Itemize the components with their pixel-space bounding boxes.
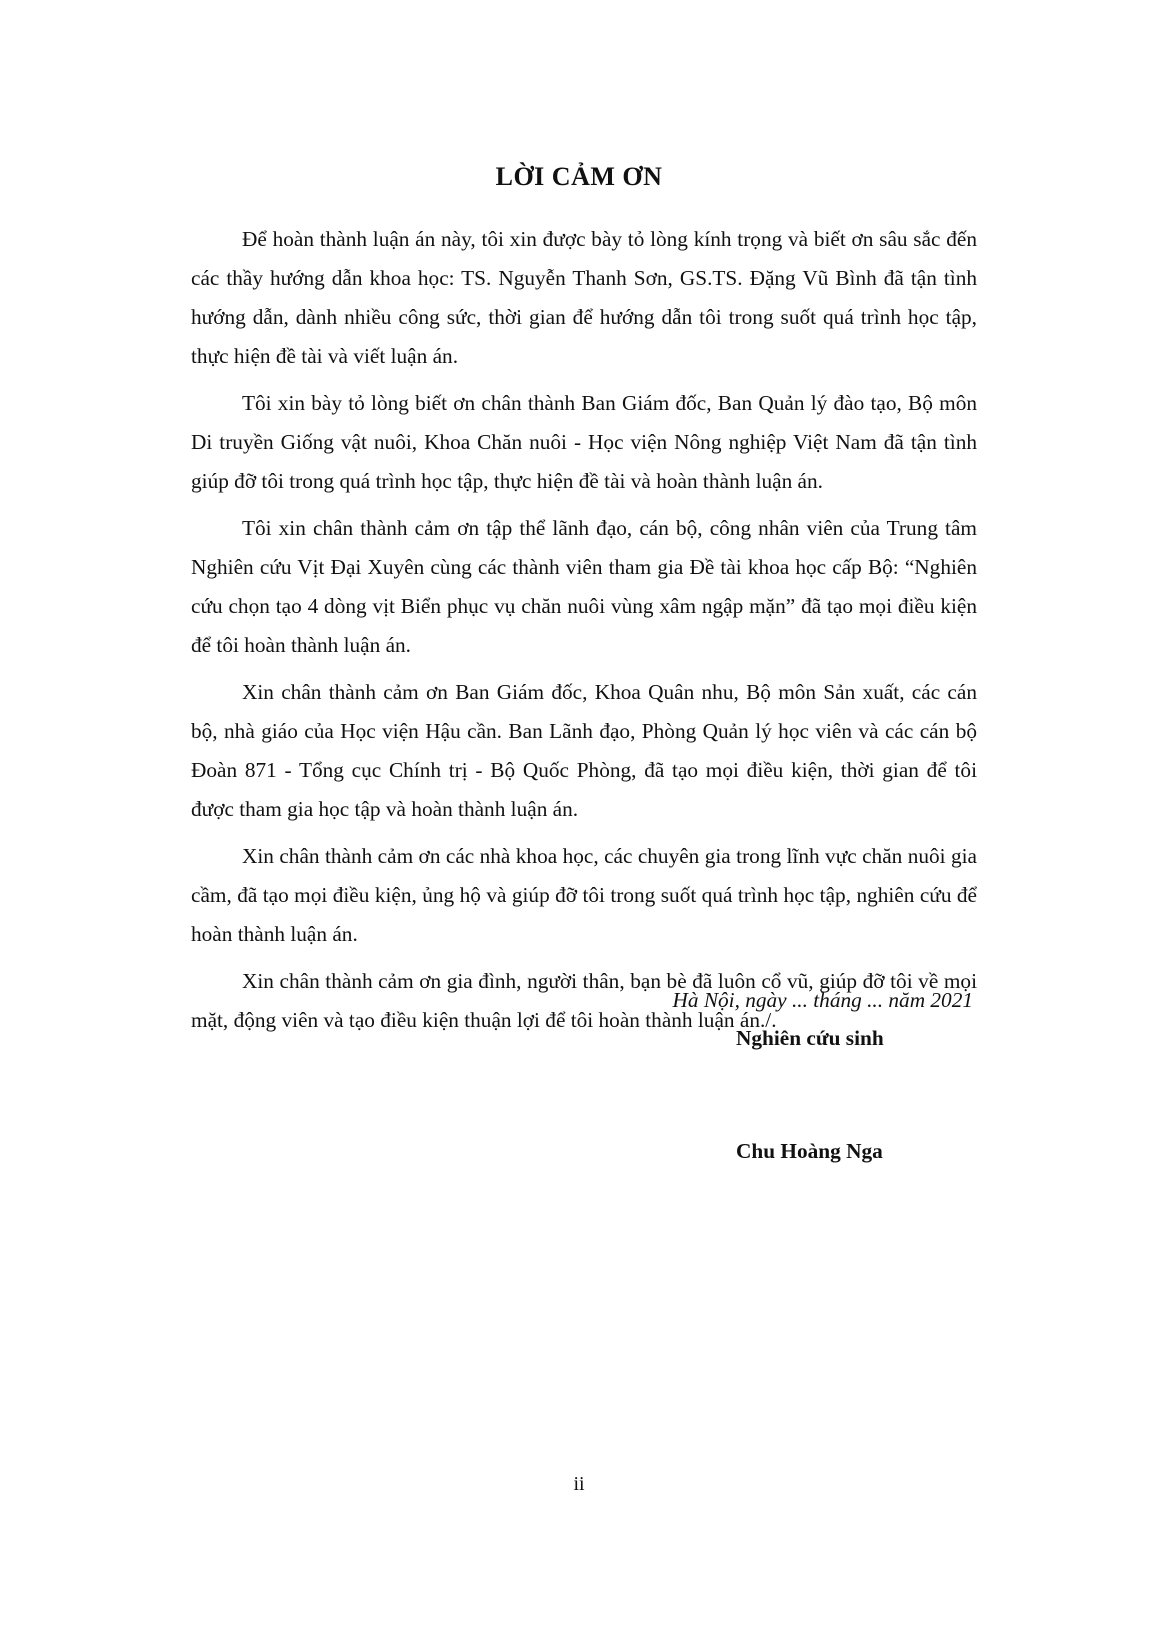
signature-place-date: Hà Nội, ngày ... tháng ... năm 2021 [672,988,973,1012]
paragraph-scientists: Xin chân thành cảm ơn các nhà khoa học, các chuyên gia trong lĩnh vực chăn nuôi gia cầm, đã tạo mọi điều kiện, ủng hộ và giúp đỡ tôi trong suốt quá trình học tập, nghiên cứu để hoàn thành luận án. [191,844,977,946]
paragraph-academy: Tôi xin bày tỏ lòng biết ơn chân thành Ban Giám đốc, Ban Quản lý đào tạo, Bộ môn Di truyền Giống vật nuôi, Khoa Chăn nuôi - Học viện Nông nghiệp Việt Nam đã tận tình giúp đỡ tôi trong quá trình học tập, thực hiện đề tài và hoàn thành luận án. [191,391,977,493]
signature-role: Nghiên cứu sinh [736,1026,884,1050]
acknowledgement-body [191,220,977,1048]
page-number: ii [573,1473,585,1495]
paragraph-research-center: Tôi xin chân thành cảm ơn tập thể lãnh đạo, cán bộ, công nhân viên của Trung tâm Nghiên cứu Vịt Đại Xuyên cùng các thành viên tham gia Đề tài khoa học cấp Bộ: “Nghiên cứu chọn tạo 4 dòng vịt Biển phục vụ chăn nuôi vùng xâm ngập mặn” đã tạo mọi điều kiện để tôi hoàn thành luận án. [191,516,977,657]
paragraph-advisors: Để hoàn thành luận án này, tôi xin được bày tỏ lòng kính trọng và biết ơn sâu sắc đến các thầy hướng dẫn khoa học: TS. Nguyễn Thanh Sơn, GS.TS. Đặng Vũ Bình đã tận tình hướng dẫn, dành nhiều công sức, thời gian để hướng dẫn tôi trong suốt quá trình học tập, thực hiện đề tài và viết luận án. [191,227,977,368]
paragraph-logistics-academy: Xin chân thành cảm ơn Ban Giám đốc, Khoa Quân nhu, Bộ môn Sản xuất, các cán bộ, nhà giáo của Học viện Hậu cần. Ban Lãnh đạo, Phòng Quản lý học viên và các cán bộ Đoàn 871 - Tổng cục Chính trị - Bộ Quốc Phòng, đã tạo mọi điều kiện, thời gian để tôi được tham gia học tập và hoàn thành luận án. [191,680,977,821]
paragraph-family: Xin chân thành cảm ơn gia đình, người thân, bạn bè đã luôn cổ vũ, giúp đỡ tôi về mọi mặt, động viên và tạo điều kiện thuận lợi để tôi hoàn thành luận án./. [191,969,977,1032]
page-title: LỜI CẢM ƠN [495,162,663,191]
signature-name: Chu Hoàng Nga [736,1139,883,1163]
